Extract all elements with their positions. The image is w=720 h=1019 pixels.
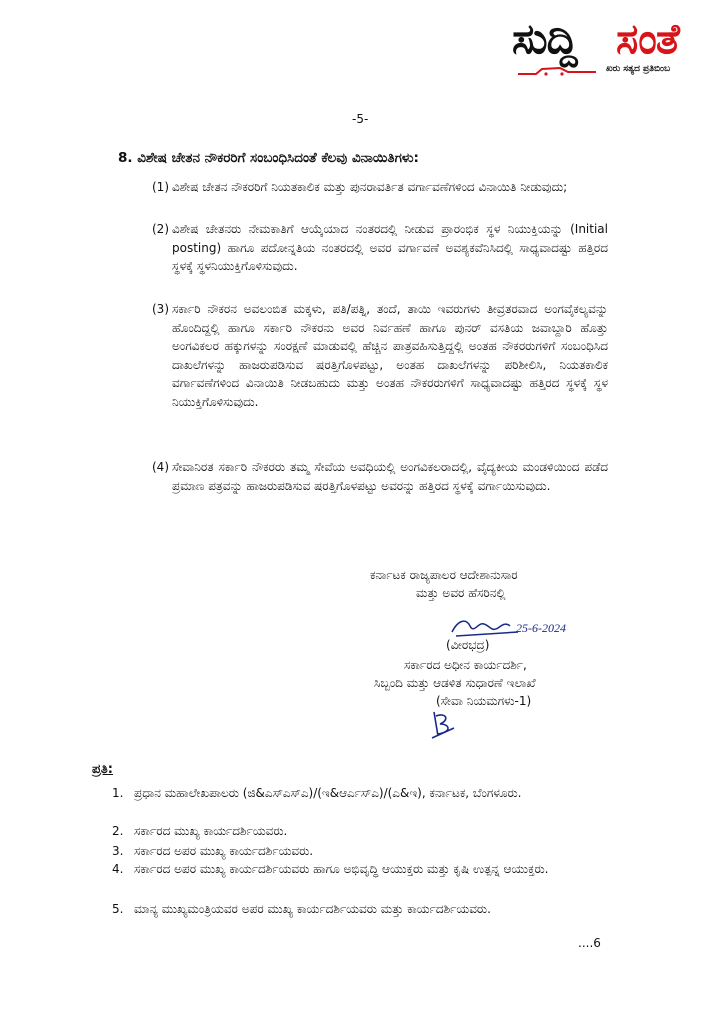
logo-word-1: ಸುದ್ದಿ — [512, 14, 577, 63]
signature-date: 25-6-2024 — [516, 621, 566, 635]
signatory-section: (ಸೇವಾ ನಿಯಮಗಳು-1) — [436, 694, 532, 708]
copy-text: ಪ್ರಧಾನ ಮಹಾಲೇಖಪಾಲರು (ಜಿ&ಎಸ್ಎಸ್ಎ)/(ಇ&ಆರ್ಎಸ್ಎ)/(ಎ&ಇ), ಕರ್ನಾಟಕ, ಬೆಂಗಳೂರು. — [134, 786, 522, 800]
copy-text: ಸರ್ಕಾರದ ಅಪರ ಮುಖ್ಯ ಕಾರ್ಯದರ್ಶಿಯವರು. — [134, 844, 314, 858]
copy-number: 3. — [112, 844, 124, 858]
copy-item — [112, 842, 634, 860]
initials-mark — [428, 708, 458, 740]
copy-to-heading: ಪ್ರತಿ: — [92, 762, 113, 777]
copy-number: 2. — [112, 824, 124, 838]
logo-tagline: ಖರು ಸತ್ಯದ ಪ್ರತಿಬಿಂಬ — [606, 64, 671, 74]
item-text: ಸರ್ಕಾರಿ ನೌಕರನ ಅವಲಂಬಿತ ಮಕ್ಕಳು, ಪತಿ/ಪತ್ನಿ, ತಂದೆ, ತಾಯಿ ಇವರುಗಳು ತೀವ್ರತರವಾದ ಅಂಗವೈಕಲ್ಯವನ್ನು ಹೊಂದಿದ್ದಲ್ಲಿ ಹಾಗೂ ಸರ್ಕಾರಿ ನೌಕರನು ಅವರ ನಿರ್ವಹಣೆ ಹಾಗೂ ಪುನರ್ ವಸತಿಯ ಜವಾಬ್ದಾರಿ ಹೊತ್ತು ಅಂಗವಿಕಲರ ಹಕ್ಕುಗಳನ್ನು ಸಂರಕ್ಷಣೆ ಮಾಡುವಲ್ಲಿ ಹೆಚ್ಚಿನ ಪಾತ್ರವಹಿಸುತ್ತಿದ್ದಲ್ಲಿ ಅಂತಹ ನೌಕರರುಗಳಿಗೆ ಸಂಬಂಧಿಸಿದ ದಾಖಲೆಗಳನ್ನು ಹಾಜರುಪಡಿಸುವ ಷರತ್ತಿಗೊಳಪಟ್ಟು, ಅಂತಹ ದಾಖಲೆಗಳನ್ನು ಪರಿಶೀಲಿಸಿ, ನಿಯತಕಾಲಿಕ ವರ್ಗಾವಣೆಗಳಿಂದ ವಿನಾಯಿತಿ ನೀಡಬಹುದು ಮತ್ತು ಅಂತಹ ನೌಕರರುಗಳಿಗೆ ಸಾಧ್ಯವಾದಷ್ಟು ಹತ್ತಿರದ ಸ್ಥಳಕ್ಕೆ ಸ್ಥಳ ನಿಯುಕ್ತಿಗೊಳಿಸುವುದು. — [172, 302, 608, 409]
copy-item — [112, 822, 634, 840]
copy-text: ಮಾನ್ಯ ಮುಖ್ಯಮಂತ್ರಿಯವರ ಅಪರ ಮುಖ್ಯ ಕಾರ್ಯದರ್ಶಿಯವರು ಮತ್ತು ಕಾರ್ಯದರ್ಶಿಯವರು. — [134, 902, 491, 916]
copy-number: 1. — [112, 786, 124, 800]
copy-number: 5. — [112, 902, 124, 916]
page-number: -5- — [352, 112, 369, 126]
signature-line-1: ಕರ್ನಾಟಕ ರಾಜ್ಯಪಾಲರ ಆದೇಶಾನುಸಾರ — [370, 568, 518, 582]
copy-item — [112, 900, 654, 918]
item-text: ಸೇವಾನಿರತ ಸರ್ಕಾರಿ ನೌಕರರು ತಮ್ಮ ಸೇವೆಯ ಅವಧಿಯಲ್ಲಿ ಅಂಗವಿಕಲರಾದಲ್ಲಿ, ವೈದ್ಯಕೀಯ ಮಂಡಳಿಯಿಂದ ಪಡೆದ ಪ್ರಮಾಣ ಪತ್ರವನ್ನು ಹಾಜರುಪಡಿಸುವ ಷರತ್ತಿಗೊಳಪಟ್ಟು ಅವರನ್ನು ಹತ್ತಿರದ ಸ್ಥಳಕ್ಕೆ ವರ್ಗಾಯಿಸುವುದು. — [172, 460, 608, 493]
item-text: ವಿಶೇಷ ಚೇತನ ನೌಕರರಿಗೆ ನಿಯತಕಾಲಿಕ ಮತ್ತು ಪುನರಾವರ್ತಿತ ವರ್ಗಾವಣೆಗಳಿಂದ ವಿನಾಯಿತಿ ನೀಡುವುದು; — [172, 180, 568, 194]
copy-text: ಸರ್ಕಾರದ ಮುಖ್ಯ ಕಾರ್ಯದರ್ಶಿಯವರು. — [134, 824, 288, 838]
car-icon — [516, 64, 600, 76]
signatory-department: ಸಿಬ್ಬಂದಿ ಮತ್ತು ಆಡಳಿತ ಸುಧಾರಣೆ ಇಲಾಖೆ — [374, 676, 536, 690]
item-number: (3) — [152, 302, 169, 316]
item-text: ವಿಶೇಷ ಚೇತನರು ನೇಮಕಾತಿಗೆ ಆಯ್ಕೆಯಾದ ನಂತರದಲ್ಲಿ ನೀಡುವ ಪ್ರಾರಂಭಿಕ ಸ್ಥಳ ನಿಯುಕ್ತಿಯನ್ನು (Initial posting) ಹಾಗೂ ಪದೋನ್ನತಿಯ ನಂತರದಲ್ಲಿ ಅವರ ವರ್ಗಾವಣೆ ಅವಶ್ಯಕವೆನಿಸಿದಲ್ಲಿ ಸಾಧ್ಯವಾದಷ್ಟು ಹತ್ತಿರದ ಸ್ಥಳಕ್ಕೆ ಸ್ಥಳನಿಯುಕ್ತಿಗೊಳಿಸುವುದು. — [172, 222, 608, 273]
copy-item — [112, 784, 524, 802]
signature-line-2: ಮತ್ತು ಅವರ ಹೆಸರಿನಲ್ಲಿ — [416, 586, 506, 600]
list-item — [152, 220, 608, 276]
site-logo — [512, 12, 712, 78]
list-item — [152, 458, 608, 495]
list-item — [152, 300, 608, 411]
continued-marker: ....6 — [578, 936, 601, 950]
item-number: (2) — [152, 222, 169, 236]
list-item — [152, 178, 608, 197]
copy-item — [112, 860, 614, 878]
item-number: (4) — [152, 460, 169, 474]
signatory-designation: ಸರ್ಕಾರದ ಅಧೀನ ಕಾರ್ಯದರ್ಶಿ, — [404, 658, 527, 672]
signatory-name: (ವೀರಭದ್ರ) — [446, 638, 490, 652]
logo-word-2: ಸಂತೆ — [616, 14, 679, 63]
copy-text: ಸರ್ಕಾರದ ಅಪರ ಮುಖ್ಯ ಕಾರ್ಯದರ್ಶಿಯವರು ಹಾಗೂ ಅಭಿವೃದ್ಧಿ ಆಯುಕ್ತರು ಮತ್ತು ಕೃಷಿ ಉತ್ಪನ್ನ ಆಯುಕ್ತರು. — [134, 862, 549, 876]
copy-number: 4. — [112, 862, 124, 876]
section-heading: 8. ವಿಶೇಷ ಚೇತನ ನೌಕರರಿಗೆ ಸಂಬಂಧಿಸಿದಂತೆ ಕೆಲವು ವಿನಾಯಿತಿಗಳು: — [118, 150, 419, 166]
item-number: (1) — [152, 180, 169, 194]
